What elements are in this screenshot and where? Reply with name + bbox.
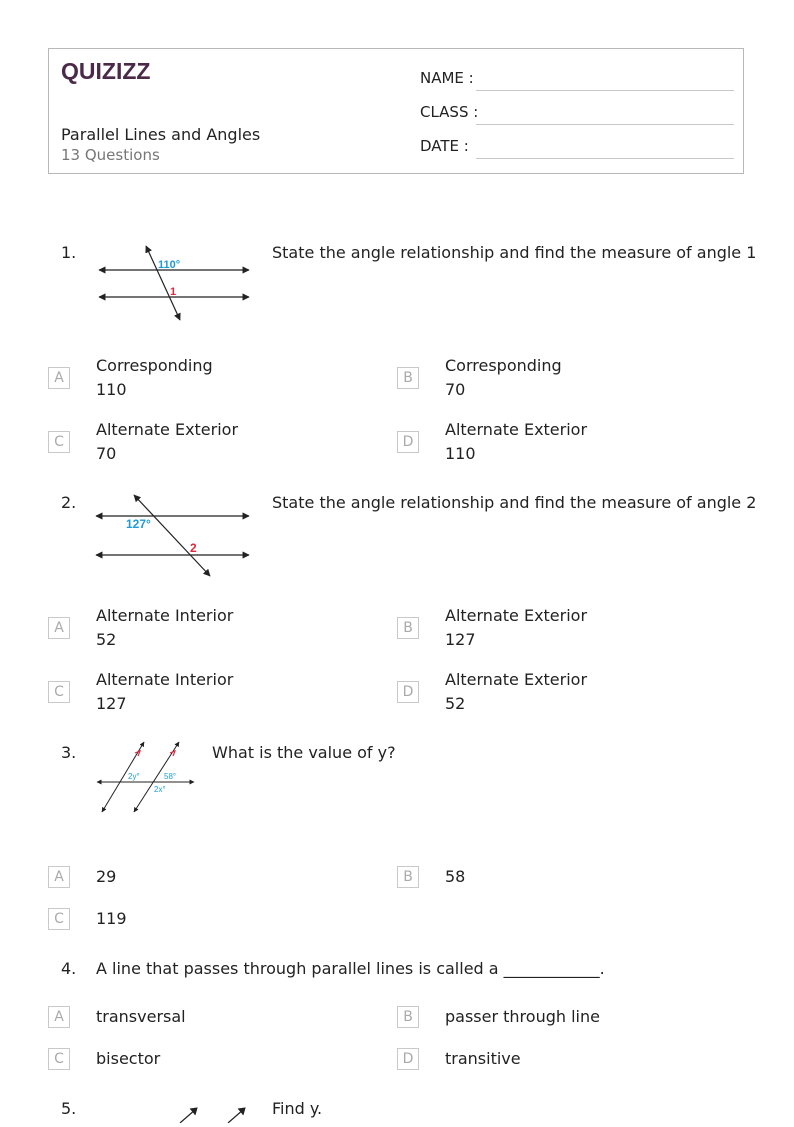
date-label: DATE : [420,137,469,155]
q4-option-d-box[interactable]: D [397,1048,419,1070]
q2-option-a[interactable]: Alternate Interior 52 [96,606,234,649]
q4-option-c-box[interactable]: C [48,1048,70,1070]
logo-text: QUIZIZZ [61,58,151,84]
question-5-figure [176,1104,252,1127]
q1-option-c[interactable]: Alternate Exterior 70 [96,420,239,463]
q2-option-a-box[interactable]: A [48,617,70,639]
angle-label-2x: 2x° [154,785,166,794]
worksheet-title: Parallel Lines and Angles [61,125,261,144]
question-5-text: Find y. [272,1099,323,1118]
q1-option-a-box[interactable]: A [48,367,70,389]
question-2-figure [94,490,254,586]
q4-option-a-box[interactable]: A [48,1006,70,1028]
date-field[interactable] [420,135,734,159]
name-line[interactable] [476,90,734,91]
q2-option-d[interactable]: Alternate Exterior 52 [445,670,588,713]
q4-option-a[interactable]: transversal [96,1007,186,1026]
quizizz-logo [61,57,157,91]
q3-option-a-box[interactable]: A [48,866,70,888]
q2-option-b-box[interactable]: B [397,617,419,639]
angle-label-110: 110° [158,259,181,271]
question-2-number: 2. [61,493,77,512]
question-1-figure [96,240,256,330]
q4-option-b-box[interactable]: B [397,1006,419,1028]
name-field[interactable] [420,67,734,91]
angle-label-2: 2 [190,541,197,555]
worksheet-header [48,48,744,174]
q1-option-a[interactable]: Corresponding 110 [96,356,213,399]
question-3-text: What is the value of y? [212,743,396,762]
q2-option-c-box[interactable]: C [48,681,70,703]
question-5-number: 5. [61,1099,77,1118]
q3-option-a[interactable]: 29 [96,867,117,886]
q2-option-c[interactable]: Alternate Interior 127 [96,670,234,713]
question-1-number: 1. [61,243,77,262]
q1-option-b[interactable]: Corresponding 70 [445,356,562,399]
question-3-figure [94,738,200,822]
name-label: NAME : [420,69,474,87]
q1-option-d[interactable]: Alternate Exterior 110 [445,420,588,463]
class-line[interactable] [476,124,734,125]
q3-option-b[interactable]: 58 [445,867,466,886]
q2-option-b[interactable]: Alternate Exterior 127 [445,606,588,649]
q4-option-b[interactable]: passer through line [445,1007,600,1026]
question-4-number: 4. [61,959,77,978]
q3-option-c-box[interactable]: C [48,908,70,930]
angle-label-58: 58° [164,772,177,781]
angle-label-2y: 2y° [128,772,140,781]
question-4-text: A line that passes through parallel lines is called a ____________. [96,959,605,978]
class-field[interactable] [420,101,734,125]
angle-label-1: 1 [170,286,177,298]
q3-option-c[interactable]: 119 [96,909,127,928]
question-count: 13 Questions [61,146,160,164]
date-line[interactable] [476,158,734,159]
q1-option-b-box[interactable]: B [397,367,419,389]
q4-option-d[interactable]: transitive [445,1049,521,1068]
q3-option-b-box[interactable]: B [397,866,419,888]
question-2-text: State the angle relationship and find the measure of angle 2 [272,493,757,512]
question-3-number: 3. [61,743,77,762]
question-1-text: State the angle relationship and find the measure of angle 1 [272,243,757,262]
q2-option-d-box[interactable]: D [397,681,419,703]
q1-option-d-box[interactable]: D [397,431,419,453]
angle-label-127: 127° [126,517,151,531]
q1-option-c-box[interactable]: C [48,431,70,453]
class-label: CLASS : [420,103,479,121]
q4-option-c[interactable]: bisector [96,1049,161,1068]
